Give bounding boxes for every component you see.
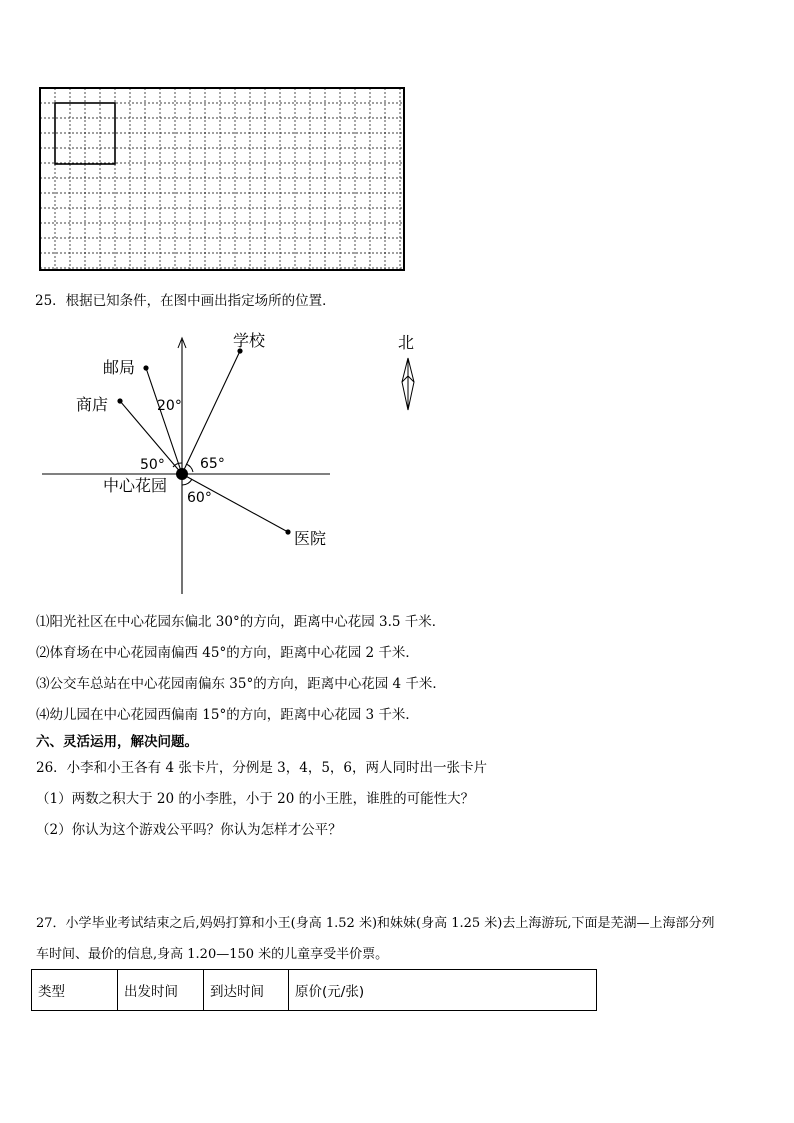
dashed-grid xyxy=(40,88,404,270)
question-25-prompt: 25．根据已知条件，在图中画出指定场所的位置． xyxy=(35,293,336,309)
header-departure: 出发时间 xyxy=(118,970,204,1011)
point-hospital xyxy=(285,529,290,534)
angle-label-20: 20° xyxy=(157,398,182,414)
q25-item-1: ⑴阳光社区在中心花园东偏北 30°的方向，距离中心花园 3.5 千米． xyxy=(36,614,446,630)
table-header-row xyxy=(32,970,597,1011)
point-shop xyxy=(117,398,122,403)
q25-item-4: ⑷幼儿园在中心花园西偏南 15°的方向，距离中心花园 3 千米． xyxy=(36,707,419,723)
point-post-office xyxy=(143,365,148,370)
arc-50 xyxy=(173,463,182,467)
arc-60 xyxy=(182,479,192,485)
angle-label-65: 65° xyxy=(200,456,225,472)
label-center-garden: 中心花园 xyxy=(103,476,168,495)
question-27-line-1: 27．小学毕业考试结束之后,妈妈打算和小王(身高 1.52 米)和妹妹(身高 1.25 米)去上海游玩,下面是芜湖—上海部分列 xyxy=(36,916,715,931)
q26-item-2: （2）你认为这个游戏公平吗？你认为怎样才公平？ xyxy=(36,822,342,838)
question-26-prompt: 26．小李和小王各有 4 张卡片，分例是 3，4，5，6，两人同时出一张卡片 xyxy=(36,760,487,776)
label-shop: 商店 xyxy=(76,395,109,414)
grid-figure xyxy=(36,85,408,275)
label-hospital: 医院 xyxy=(294,529,327,548)
grid-border xyxy=(40,88,404,270)
q25-item-2: ⑵体育场在中心花园南偏西 45°的方向，距离中心花园 2 千米． xyxy=(36,645,419,661)
train-info-table xyxy=(31,969,597,1011)
question-27-line-2: 车时间、最价的信息,身高 1.20—150 米的儿童享受半价票。 xyxy=(36,947,389,962)
label-post-office: 邮局 xyxy=(103,358,136,377)
angle-label-60: 60° xyxy=(187,490,212,506)
center-point xyxy=(176,468,188,480)
header-arrival: 到达时间 xyxy=(204,970,289,1011)
label-school: 学校 xyxy=(233,331,266,350)
north-label: 北 xyxy=(398,333,415,352)
header-type: 类型 xyxy=(32,970,118,1011)
q25-item-3: ⑶公交车总站在中心花园南偏东 35°的方向，距离中心花园 4 千米． xyxy=(36,676,446,692)
north-indicator xyxy=(392,330,424,414)
angle-label-50: 50° xyxy=(140,457,165,473)
header-original-price: 原价(元/张) xyxy=(289,970,597,1011)
direction-diagram xyxy=(36,326,366,598)
q26-item-1: （1）两数之积大于 20 的小李胜，小于 20 的小王胜，谁胜的可能性大？ xyxy=(36,791,475,807)
section-6-title: 六、灵活运用，解决问题。 xyxy=(36,734,198,750)
